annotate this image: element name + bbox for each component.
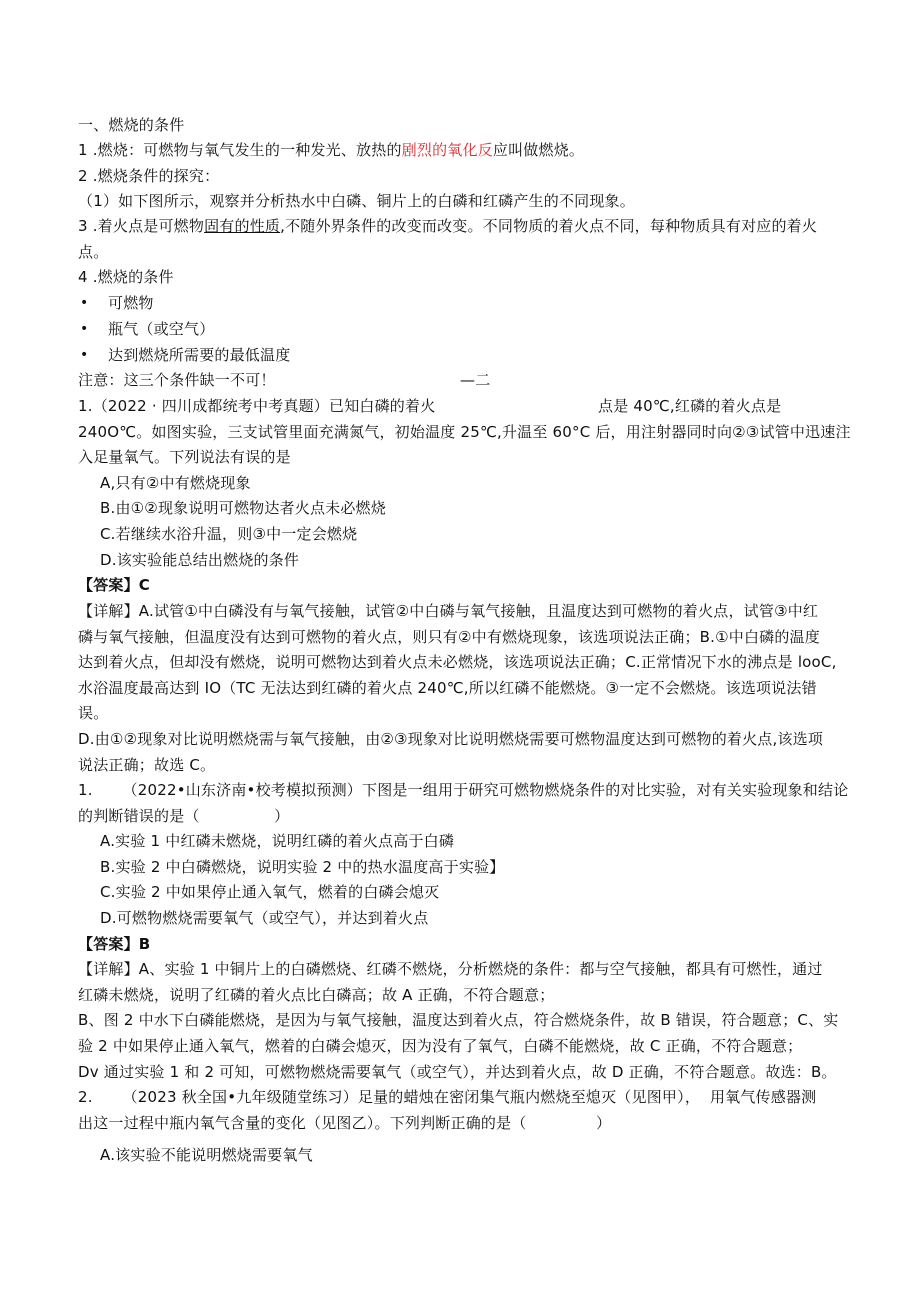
q1-stem-line3: 入足量氧气。下列说法有误的是 (78, 448, 291, 466)
q1-option-a: A,只有②中有燃烧现象 (100, 474, 251, 492)
q2-stem-line2: 的判断错误的是（ ） (78, 807, 290, 825)
bullet-dot: • (80, 321, 89, 337)
bullet-dot: • (80, 347, 89, 363)
q2-detail-line: B、图 2 中水下白磷能燃烧，是因为与氧气接触，温度达到着火点，符合燃烧条件，故 B 错误，符合题意；C、实 (78, 1011, 839, 1029)
q1-option-c: C.若继续水浴升温，则③中一定会燃烧 (100, 525, 358, 543)
q2-detail-line: 验 2 中如果停止通入氧气，燃着的白磷会熄灭，因为没有了氧气，白磷不能燃烧，故 C 正确，不符合题意； (78, 1037, 803, 1055)
q1-detail-line: 【详解】A.试管①中白磷没有与氧气接触，试管②中白磷与氧气接触，且温度达到可燃物的着火点，试管③中红 (78, 602, 819, 620)
q1-answer: 【答案】C (78, 576, 151, 594)
q1-stem-line1b: 点是 40℃,红磷的着火点是 (598, 397, 782, 415)
item-3: 3 .着火点是可燃物固有的性质,不随外界条件的改变而改变。不同物质的着火点不同，每种物质具有对应的着火 (78, 217, 818, 235)
item-4: 4 .燃烧的条件 (78, 268, 174, 286)
q3-stem-line1: 2. （2023 秋全国•九年级随堂练习）足量的蜡烛在密闭集气瓶内燃烧至熄灭（见图甲）， 用氧气传感器测 (78, 1088, 817, 1106)
bullet-item: 达到燃烧所需要的最低温度 (108, 346, 291, 364)
q2-option-b: B.实验 2 中白磷燃烧，说明实验 2 中的热水温度高于实验】 (100, 858, 505, 876)
q1-detail-line: 误。 (78, 704, 109, 722)
q1-option-d: D.该实验能总结出燃烧的条件 (100, 551, 300, 569)
q2-option-c: C.实验 2 中如果停止通入氧气，燃着的白磷会熄灭 (100, 883, 440, 901)
q1-stem-line2: 240O℃。如图实验，三支试管里面充满氮气，初始温度 25℃,升温至 60°C 后，用注射器同时向②③试管中迅速注 (78, 423, 851, 441)
q1-detail-line: 水浴温度最高达到 IO（TC 无法达到红磷的着火点 240℃,所以红磷不能燃烧。③一定不会燃烧。该选项说法错 (78, 679, 817, 697)
q2-detail-line: 【详解】A、实验 1 中铜片上的白磷燃烧、红磷不燃烧，分析燃烧的条件：都与空气接触，都具有可燃性，通过 (78, 960, 823, 978)
item-2-sub: （1）如下图所示，观察并分析热水中白磷、铜片上的白磷和红磷产生的不同现象。 (78, 192, 635, 210)
q2-option-d: D.可燃物燃烧需要氧气（或空气），并达到着火点 (100, 909, 429, 927)
item-1: 1 .燃烧：可燃物与氧气发生的一种发光、放热的剧烈的氧化反应叫做燃烧。 (78, 141, 585, 159)
bullet-item: 可燃物 (108, 294, 154, 312)
bullet-item: 瓶气（或空气） (108, 320, 215, 338)
q1-detail-line: 磷与氧气接触，但温度没有达到可燃物的着火点，则只有②中有燃烧现象，该选项说法正确；B.①中白磷的温度 (78, 628, 820, 646)
section-mark: —二 (460, 371, 491, 389)
q1-option-b: B.由①②现象说明可燃物达者火点未必燃烧 (100, 499, 386, 517)
q3-stem-line2: 出这一过程中瓶内氧气含量的变化（见图乙）。下列判断正确的是（ ） (78, 1114, 612, 1132)
item-2: 2 .燃烧条件的探究： (78, 167, 220, 185)
q1-detail-line: 说法正确；故选 C。 (78, 756, 216, 774)
bullet-dot: • (80, 295, 89, 311)
note: 注意：这三个条件缺一不可！ (78, 371, 276, 389)
q1-stem-line1a: 1.（2022 · 四川成都统考中考真题）已知白磷的着火 (78, 397, 436, 415)
q2-stem-line1: 1. （2022•山东济南•校考模拟预测）下图是一组用于研究可燃物燃烧条件的对比实验，对有关实验现象和结论 (78, 781, 849, 799)
highlight-red-text: 剧烈的氧化反 (401, 141, 493, 159)
q3-option-a: A.该实验不能说明燃烧需要氧气 (100, 1146, 313, 1164)
q2-option-a: A.实验 1 中红磷未燃烧，说明红磷的着火点高于白磷 (100, 832, 455, 850)
q1-detail-line: D.由①②现象对比说明燃烧需与氧气接触，由②③现象对比说明燃烧需要可燃物温度达到可燃物的着火点,该选项 (78, 730, 824, 748)
q2-detail-line: 红磷未燃烧，说明了红磷的着火点比白磷高；故 A 正确，不符合题意； (78, 986, 555, 1004)
item-3-cont: 点。 (78, 243, 109, 261)
section-heading: 一、燃烧的条件 (78, 116, 185, 134)
q2-answer: 【答案】B (78, 935, 151, 953)
underlined-text: 固有的性质 (204, 217, 281, 235)
q2-detail-line: Dv 通过实验 1 和 2 可知，可燃物燃烧需要氧气（或空气），并达到着火点，故 D 正确，不符合题意。故选：B。 (78, 1063, 837, 1081)
q1-detail-line: 达到着火点，但却没有燃烧，说明可燃物达到着火点未必燃烧，该选项说法正确；C.正常情况下水的沸点是 looC, (78, 653, 837, 671)
